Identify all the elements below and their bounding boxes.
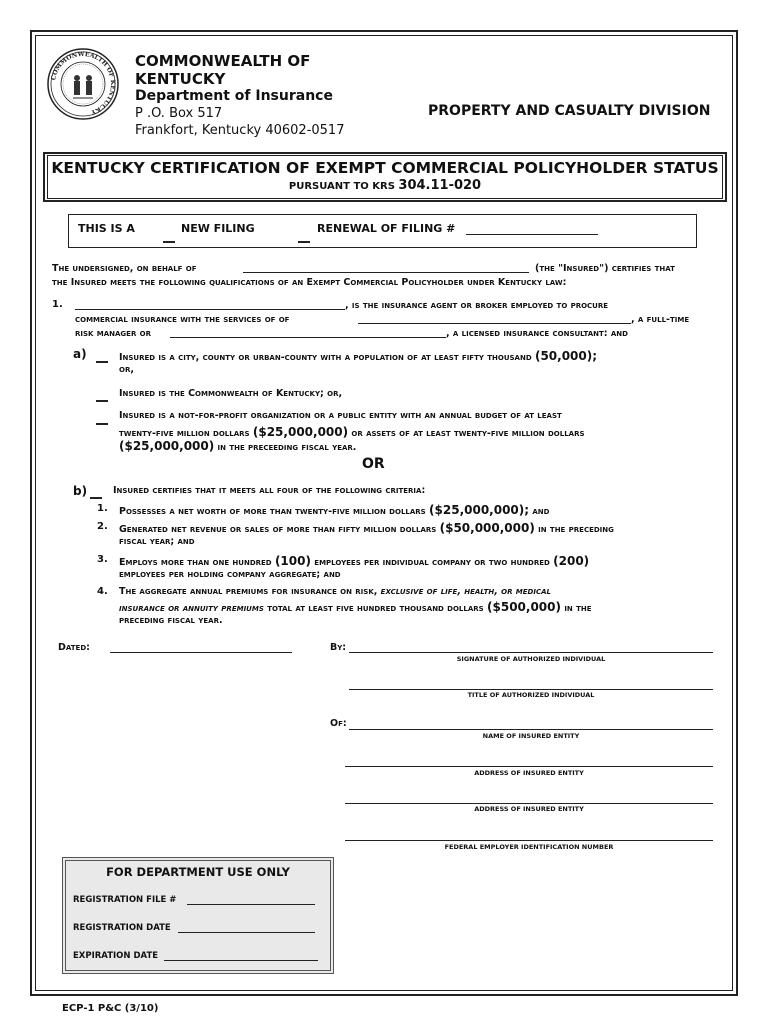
opt3-text-b: twenty-five million dollars <box>119 428 250 439</box>
opt1-number: (50,000); <box>534 349 598 363</box>
new-filing-checkbox[interactable] <box>163 241 175 243</box>
item-1-number: 1. <box>52 299 63 310</box>
signature-caption: SIGNATURE OF AUTHORIZED INDIVIDUAL <box>456 655 606 663</box>
address-caption-1: ADDRESS OF INSURED ENTITY <box>474 769 584 777</box>
registration-file-field[interactable] <box>187 904 315 905</box>
form-subtitle <box>43 178 727 193</box>
c3-text-a: Employs more than one hundred <box>119 557 272 568</box>
c3-text-b: employees per individual company or two hundred <box>314 557 550 568</box>
agent-name-field[interactable] <box>75 309 345 310</box>
svg-text:COMMONWEALTH OF KENTUCKY: COMMONWEALTH OF KENTUCKY <box>50 50 117 116</box>
opt3-number-1: ($25,000,000) <box>252 425 349 439</box>
opt3-text-d: in the preceeding fiscal year. <box>217 442 357 453</box>
section-a-opt1-checkbox[interactable] <box>96 361 108 363</box>
c1-text-a: Possesses a net worth of more than twenty-five million dollars <box>119 506 426 517</box>
entity-name-field[interactable] <box>349 729 713 730</box>
c2-value: ($50,000,000) <box>439 521 535 535</box>
kentucky-seal-icon <box>47 48 119 120</box>
c3-value-2: (200) <box>553 554 590 568</box>
signature-field[interactable] <box>349 652 713 653</box>
criteria-2-text <box>119 521 614 535</box>
header-commonwealth: COMMONWEALTH OF KENTUCKY <box>135 52 311 88</box>
item-1-text-d: risk manager or <box>75 328 151 339</box>
opt1-text-a: Insured is a city, county or urban-county with a population of at least fifty thousand <box>119 352 532 363</box>
criteria-3-text <box>119 554 589 568</box>
insured-name-field[interactable] <box>243 272 529 273</box>
item-1-text-e: , a licensed insurance consultant: and <box>446 328 628 339</box>
c1-text-b: and <box>532 506 550 517</box>
opt3-text-c: or assets of at least twenty-five million dollars <box>351 428 585 439</box>
section-b-checkbox[interactable] <box>90 497 102 499</box>
section-a-opt3-checkbox[interactable] <box>96 423 108 425</box>
or-divider: OR <box>362 456 385 472</box>
form-number: ECP-1 P&C (3/10) <box>62 1003 159 1014</box>
criteria-3-number: 3. <box>97 554 108 565</box>
item-1-text-b: commercial insurance with the services of of <box>75 314 290 325</box>
intro-qualifications: the Insured meets the following qualifications of an Exempt Commercial Policyholder under Kentucky law: <box>52 277 567 288</box>
risk-manager-field[interactable] <box>170 337 446 338</box>
new-filing-label: NEW FILING <box>181 222 255 235</box>
criteria-4-text <box>119 586 551 597</box>
section-a-opt3-line2 <box>119 425 585 439</box>
pursuant-label: PURSUANT TO KRS <box>288 181 395 192</box>
c4-text-a: The aggregate annual premiums for insurance on risk, <box>119 586 378 597</box>
item-1-text-a: , is the insurance agent or broker employed to procure <box>345 300 609 311</box>
c4-text-c: in the <box>564 603 592 614</box>
registration-date-field[interactable] <box>178 932 315 933</box>
this-is-a-label: THIS IS A <box>78 222 135 235</box>
section-a-opt1-or: or, <box>119 364 134 375</box>
section-b-label: b) <box>73 484 88 498</box>
address-caption-2: ADDRESS OF INSURED ENTITY <box>474 805 584 813</box>
entity-name-caption: NAME OF INSURED ENTITY <box>482 732 580 740</box>
c2-text-b: in the preceding <box>538 524 614 535</box>
of-label: Of: <box>330 718 347 729</box>
expiration-date-field[interactable] <box>164 960 318 961</box>
renewal-number-field[interactable] <box>466 234 598 235</box>
section-a-opt2-checkbox[interactable] <box>96 400 108 402</box>
item-1-text-c: , a full-time <box>631 314 690 325</box>
renewal-label: RENEWAL OF FILING # <box>317 222 456 235</box>
section-a-label: a) <box>73 347 87 361</box>
registration-file-label: REGISTRATION FILE # <box>73 895 177 905</box>
criteria-4-text-2 <box>119 600 592 614</box>
c4-italic-2: insurance or annuity premiums <box>119 603 264 614</box>
c1-value: ($25,000,000); <box>429 503 530 517</box>
intro-certifies: (the "Insured") certifies that <box>535 263 675 274</box>
fein-caption: FEDERAL EMPLOYER IDENTIFICATION NUMBER <box>444 843 614 851</box>
section-b-intro: Insured certifies that it meets all four of the following criteria: <box>113 485 426 496</box>
header-address <box>135 105 344 139</box>
header-po-box: P .O. Box 517 <box>135 106 223 121</box>
header-division: PROPERTY AND CASUALTY DIVISION <box>428 103 711 119</box>
by-label: By: <box>330 642 347 653</box>
criteria-1-text <box>119 503 549 517</box>
address-field-1[interactable] <box>345 766 713 767</box>
criteria-2-number: 2. <box>97 521 108 532</box>
registration-date-label: REGISTRATION DATE <box>73 923 171 933</box>
title-caption: TITLE OF AUTHORIZED INDIVIDUAL <box>467 691 595 699</box>
section-a-opt3-line1: Insured is a not-for-profit organization or a public entity with an annual budget of at least <box>119 410 562 421</box>
address-field-2[interactable] <box>345 803 713 804</box>
dated-label: Dated: <box>58 642 90 653</box>
c3-value-1: (100) <box>274 554 311 568</box>
c4-text-b: total at least five hundred thousand dollars <box>267 603 484 614</box>
criteria-3-text-c: employees per holding company aggregate; and <box>119 569 341 580</box>
header-city: Frankfort, Kentucky 40602-0517 <box>135 123 345 138</box>
criteria-4-text-d: preceding fiscal year. <box>119 615 223 626</box>
title-field[interactable] <box>349 689 713 690</box>
intro-undersigned: The undersigned, on behalf of <box>52 263 197 274</box>
c4-value: ($500,000) <box>487 600 561 614</box>
criteria-4-number: 4. <box>97 586 108 597</box>
c4-italic: exclusive of life, health, or medical <box>380 586 551 597</box>
expiration-date-label: EXPIRATION DATE <box>73 951 159 961</box>
criteria-1-number: 1. <box>97 503 108 514</box>
section-a-opt1-text <box>119 349 597 363</box>
header-department: Department of Insurance <box>135 88 333 104</box>
opt3-number-2: ($25,000,000) <box>119 439 215 453</box>
department-use-title: FOR DEPARTMENT USE ONLY <box>106 865 290 879</box>
criteria-2-text-c: fiscal year; and <box>119 536 195 547</box>
fein-field[interactable] <box>345 840 713 841</box>
services-of-field[interactable] <box>358 323 631 324</box>
section-a-opt2-text: Insured is the Commonwealth of Kentucky; or, <box>119 388 343 399</box>
form-title: KENTUCKY CERTIFICATION OF EXEMPT COMMERCIAL POLICYHOLDER STATUS <box>51 159 719 177</box>
renewal-checkbox[interactable] <box>298 241 310 243</box>
section-a-opt3-line3 <box>119 439 356 453</box>
dated-field[interactable] <box>110 652 292 653</box>
c2-text-a: Generated net revenue or sales of more than fifty million dollars <box>119 524 437 535</box>
krs-number: 304.11-020 <box>398 178 482 193</box>
